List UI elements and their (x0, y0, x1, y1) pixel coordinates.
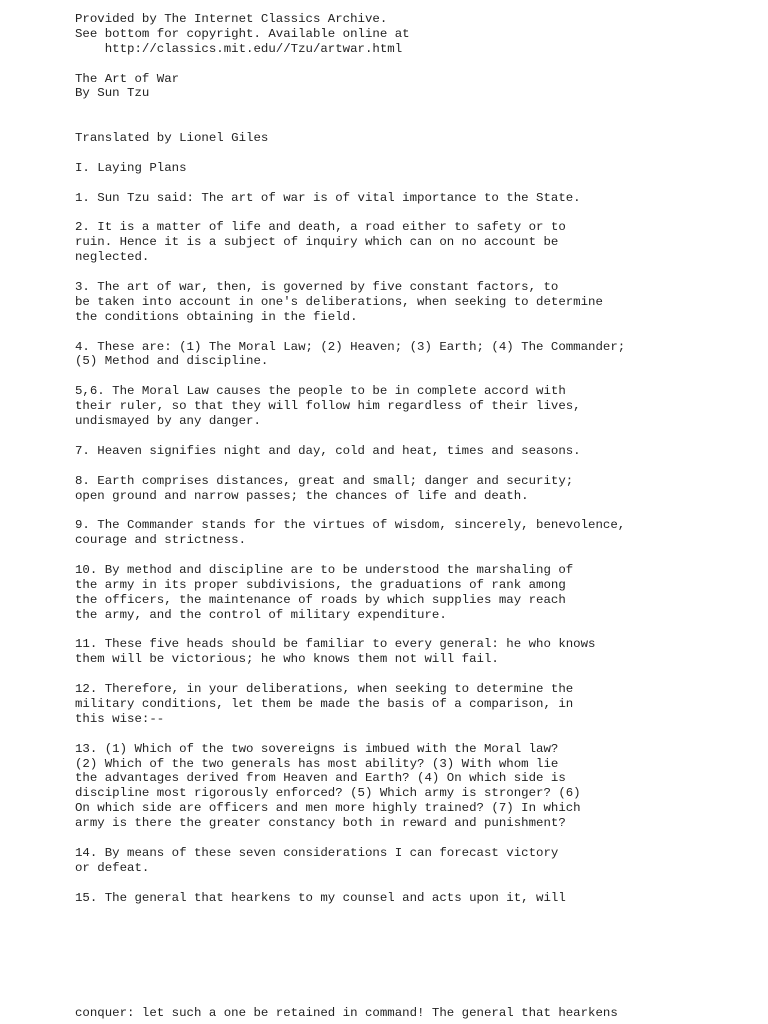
paragraph-list (75, 191, 755, 906)
paragraph-line: 2. It is a matter of life and death, a road either to safety or to (75, 220, 566, 235)
paragraph-line: open ground and narrow passes; the chances of life and death. (75, 488, 529, 503)
header-line: Provided by The Internet Classics Archive. (75, 12, 388, 26)
source-url: http://classics.mit.edu//Tzu/artwar.html (75, 41, 403, 56)
paragraph-line: or defeat. (75, 860, 150, 875)
paragraph-line: this wise:-- (75, 711, 165, 726)
paragraph-line: 4. These are: (1) The Moral Law; (2) Heaven; (3) Earth; (4) The Commander; (75, 339, 626, 354)
continuation-line: conquer: let such a one be retained in command! The general that hearkens (75, 1006, 618, 1020)
paragraph-line: 9. The Commander stands for the virtues of wisdom, sincerely, benevolence, (75, 518, 626, 533)
paragraph-line: 15. The general that hearkens to my counsel and acts upon it, will (75, 890, 566, 905)
paragraph-line: ruin. Hence it is a subject of inquiry which can on no account be (75, 235, 559, 250)
paragraph-line: 7. Heaven signifies night and day, cold and heat, times and seasons. (75, 443, 581, 458)
paragraph-line: 5,6. The Moral Law causes the people to be in complete accord with (75, 384, 566, 399)
paragraph-line: On which side are officers and men more highly trained? (7) In which (75, 801, 581, 816)
work-title: The Art of War (75, 71, 180, 86)
paragraph-line: 14. By means of these seven considerations I can forecast victory (75, 845, 559, 860)
paragraph-line: the officers, the maintenance of roads by which supplies may reach (75, 592, 566, 607)
paragraph-line: neglected. (75, 250, 150, 265)
paragraph-line: 11. These five heads should be familiar to every general: he who knows (75, 637, 596, 652)
paragraph-line: the conditions obtaining in the field. (75, 309, 358, 324)
chapter-heading: I. Laying Plans (75, 160, 187, 175)
paragraph-line: be taken into account in one's deliberations, when seeking to determine (75, 294, 603, 309)
work-author: By Sun Tzu (75, 86, 150, 101)
paragraph-line: discipline most rigorously enforced? (5) Which army is stronger? (6) (75, 786, 581, 801)
paragraph-line: 1. Sun Tzu said: The art of war is of vital importance to the State. (75, 190, 581, 205)
paragraph-line: courage and strictness. (75, 533, 247, 548)
paragraph-line: 13. (1) Which of the two sovereigns is imbued with the Moral law? (75, 741, 559, 756)
paragraph-line: the army in its proper subdivisions, the graduations of rank among (75, 577, 566, 592)
paragraph-line: military conditions, let them be made the basis of a comparison, in (75, 696, 574, 711)
paragraph-line: their ruler, so that they will follow him regardless of their lives, (75, 399, 581, 414)
paragraph-line: them will be victorious; he who knows them not will fail. (75, 652, 499, 667)
paragraph-line: 3. The art of war, then, is governed by five constant factors, to (75, 280, 559, 295)
paragraph-line: (2) Which of the two generals has most ability? (3) With whom lie (75, 756, 559, 771)
document-text (75, 12, 755, 905)
paragraph-line: 8. Earth comprises distances, great and small; danger and security; (75, 473, 574, 488)
paragraph-line: army is there the greater constancy both in reward and punishment? (75, 816, 566, 831)
paragraph-line: undismayed by any danger. (75, 414, 261, 429)
paragraph-line: the army, and the control of military expenditure. (75, 607, 447, 622)
paragraph-line: (5) Method and discipline. (75, 354, 269, 369)
translator-credit: Translated by Lionel Giles (75, 131, 269, 146)
header-line: See bottom for copyright. Available online at (75, 26, 410, 41)
paragraph-line: 10. By method and discipline are to be understood the marshaling of (75, 562, 574, 577)
paragraph-line: the advantages derived from Heaven and Earth? (4) On which side is (75, 771, 566, 786)
paragraph-line: 12. Therefore, in your deliberations, when seeking to determine the (75, 682, 574, 697)
